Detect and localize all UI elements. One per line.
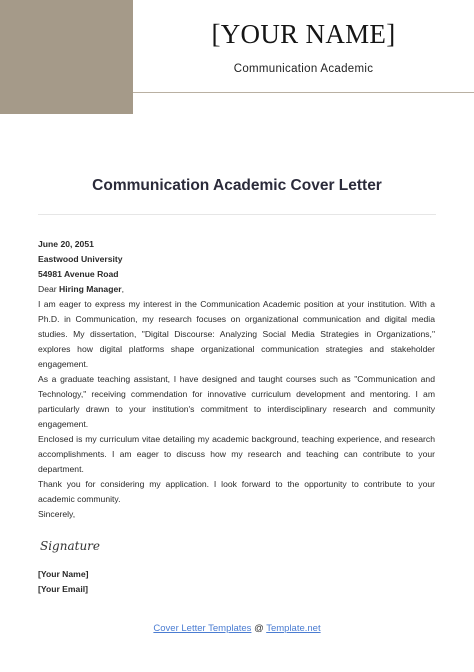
salutation	[38, 282, 435, 297]
title-divider	[38, 214, 436, 215]
template-net-link[interactable]: Template.net	[266, 623, 321, 634]
recipient-address: 54981 Avenue Road	[38, 269, 119, 279]
body-paragraph-3: Enclosed is my curriculum vitae detailing my academic background, teaching experience, and research accomplishments. I am eager to discuss how my research and teaching can contribute to your department.	[38, 434, 435, 474]
applicant-role: Communication Academic	[233, 63, 374, 75]
salutation-prefix: Dear	[38, 284, 60, 294]
body-paragraph-2: As a graduate teaching assistant, I have designed and taught courses such as "Communication and Technology," receiving commendation for innovative curriculum development and mentoring. I am particularly drawn to your institution's commitment to interdisciplinary research and community engagement.	[38, 374, 435, 429]
letter-date: June 20, 2051	[38, 239, 94, 249]
recipient-university: Eastwood University	[38, 254, 123, 264]
body-paragraph-4: Thank you for considering my application. I look forward to the opportunity to contribute to your academic community.	[38, 479, 435, 504]
footer-credit	[0, 623, 474, 634]
page-title: Communication Academic Cover Letter	[92, 177, 382, 194]
your-name-field: [Your Name]	[38, 569, 89, 579]
your-email-field: [Your Email]	[38, 584, 88, 594]
footer-separator: @	[251, 623, 267, 634]
closing: Sincerely,	[38, 509, 76, 519]
salutation-suffix: ,	[121, 284, 124, 294]
cover-letter-templates-link[interactable]: Cover Letter Templates	[153, 623, 252, 634]
body-paragraph-1: I am eager to express my interest in the Communication Academic position at your institution. With a Ph.D. in Communication, my research focuses on organizational communication and digital media studies. My dissertation, "Digital Discourse: Analyzing Social Media Strategies in Organizations," explores how digital platforms shape organizational communication strategies and stakeholder engagement.	[38, 299, 435, 369]
salutation-name: Hiring Manager	[59, 284, 122, 294]
signature: Signature	[40, 539, 101, 553]
header-divider	[133, 92, 474, 93]
letter-body	[38, 237, 435, 597]
header-accent-block	[0, 0, 133, 114]
applicant-name: [YOUR NAME]	[211, 19, 396, 49]
